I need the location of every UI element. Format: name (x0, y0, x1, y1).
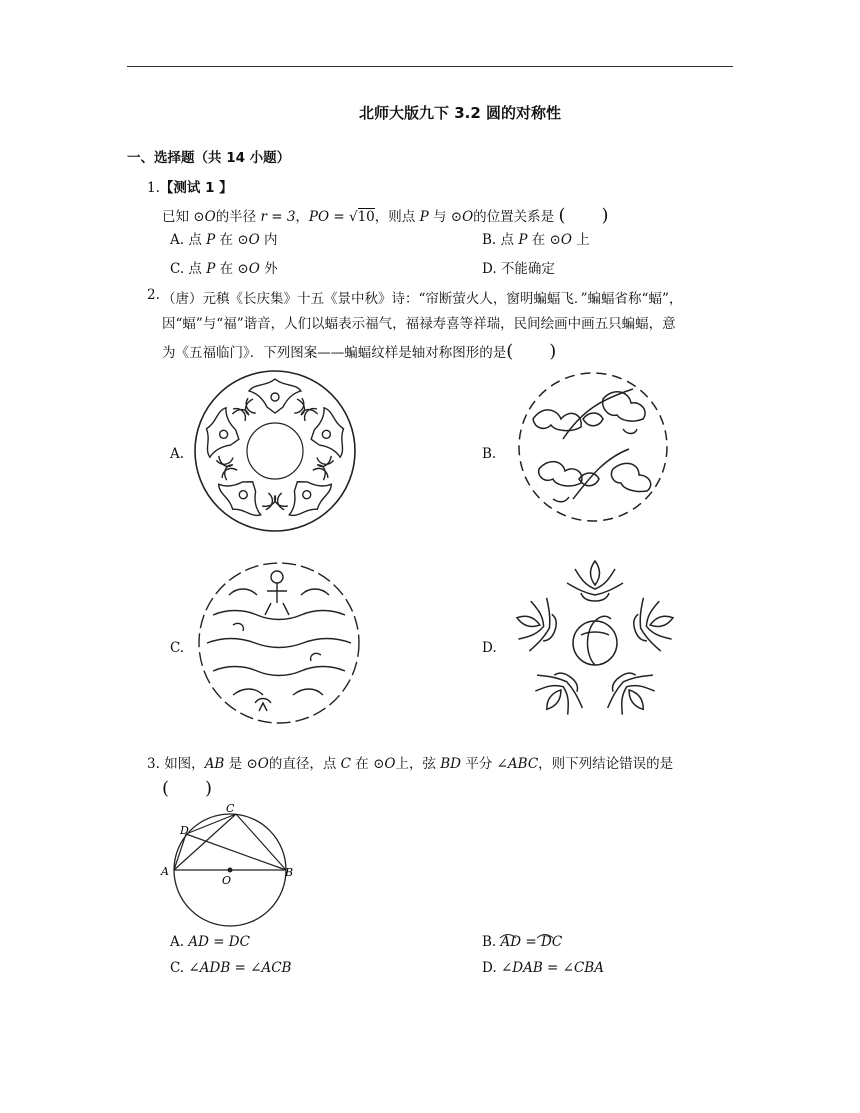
question-1-stem: 已知 ⊙O的半径 r = 3，PO = √10，则点 P 与 ⊙O的位置关系是 ( ) (162, 205, 609, 226)
point-a-label: A (161, 865, 169, 878)
answer-blank: ( ) (162, 778, 213, 799)
question-1-tag: 【测试 1 】 (159, 180, 233, 196)
question-2-number: 2. (147, 287, 160, 303)
question-3-stem: 3. 如图，AB 是 ⊙O的直径，点 C 在 ⊙O上，弦 BD 平分 ∠ABC，则下列结论错误的是 (147, 756, 674, 772)
question-2-line2: 因“蝠”与“福”谐音，人们以蝠表示福气，福禄寿喜等祥瑞，民间绘画中画五只蝙蝠，意 (162, 316, 676, 332)
point-c-label: C (226, 802, 235, 815)
option-3a: A. AD = DC (170, 934, 250, 950)
option-1d: D. 不能确定 (482, 261, 555, 277)
option-1b: B. 点 P 在 ⊙O 上 (482, 232, 590, 248)
option-3d: D. ∠DAB = ∠CBA (482, 960, 604, 976)
option-2b-label: B. (482, 446, 497, 462)
question-1-number: 1.【测试 1 】 (147, 180, 233, 196)
option-1c: C. 点 P 在 ⊙O 外 (170, 261, 278, 277)
bat-pattern-c-image (193, 555, 365, 729)
question-2-line3: 为《五福临门》．下列图案——蝙蝠纹样是轴对称图形的是( ) (162, 341, 557, 362)
point-b-label: B (285, 866, 294, 879)
bat-pattern-b-image (503, 359, 683, 529)
option-3b: B. AD = DC (482, 934, 563, 950)
option-2a-label: A. (170, 446, 185, 462)
answer-blank: ( ) (506, 341, 557, 362)
answer-blank: ( ) (558, 205, 609, 226)
point-o-label: O (222, 874, 232, 887)
section-heading: 一、选择题（共 14 小题） (127, 150, 291, 166)
arc-marks (498, 931, 558, 939)
page-title: 北师大版九下 3.2 圆的对称性 (358, 104, 562, 122)
option-3c: C. ∠ADB = ∠ACB (170, 960, 292, 976)
circle-geometry-figure (160, 800, 300, 930)
question-2-line1: （唐）元稹《长庆集》十五《景中秋》诗：“帘断萤火人，窗明蝙蝠飞．”蝙蝠省称“蝠”， (162, 291, 683, 307)
bat-pattern-a-image (193, 369, 357, 533)
option-2c-label: C. (170, 640, 185, 656)
option-1a: A. 点 P 在 ⊙O 内 (170, 232, 278, 248)
bat-pattern-d-image (505, 555, 685, 729)
point-d-label: D (180, 824, 189, 837)
option-2d-label: D. (482, 640, 497, 656)
header-rule (127, 66, 733, 67)
